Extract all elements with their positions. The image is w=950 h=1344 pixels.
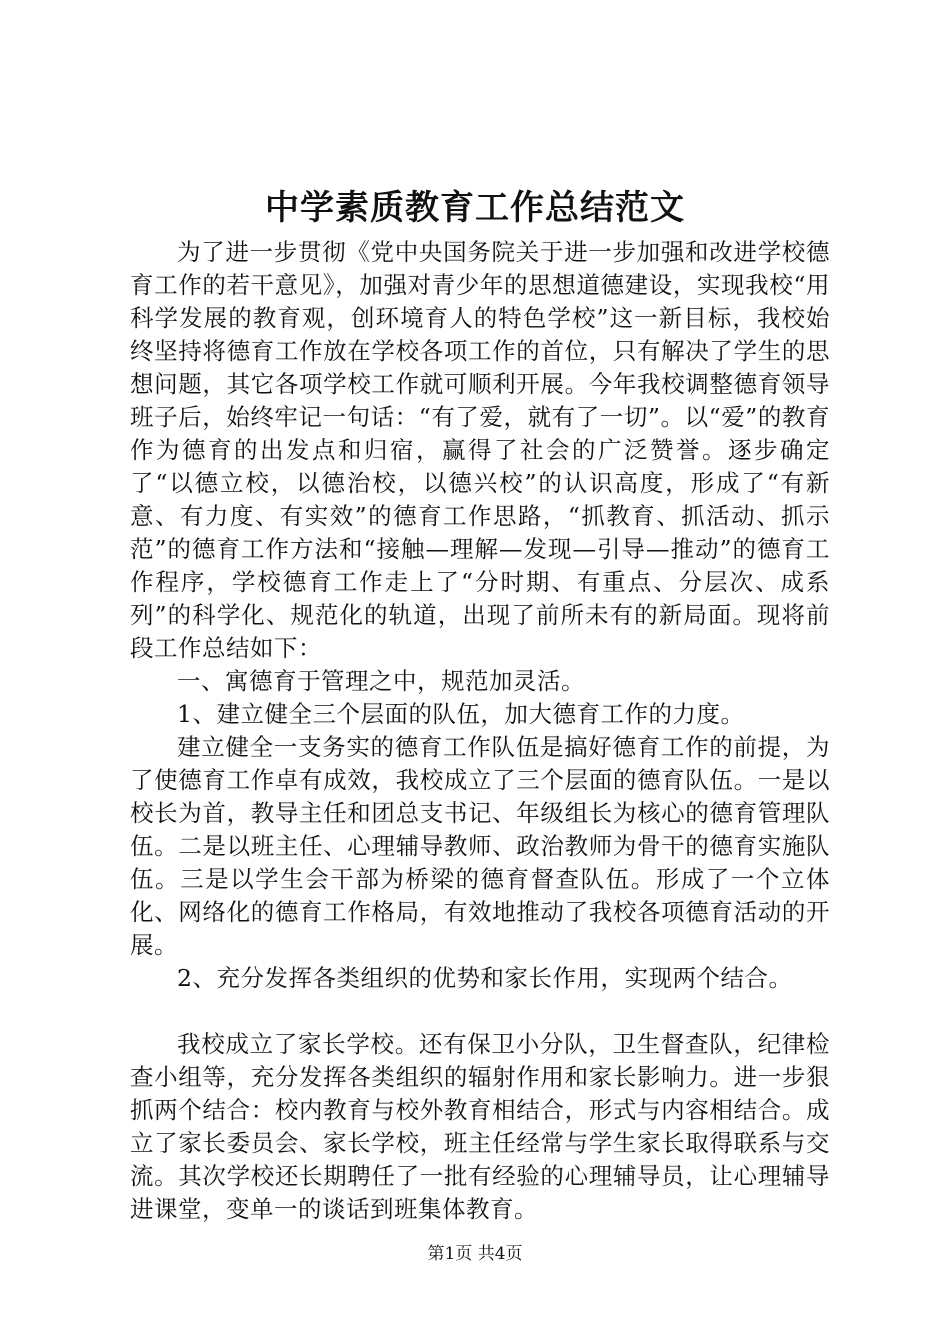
intro-paragraph: 为了进一步贯彻《党中央国务院关于进一步加强和改进学校德育工作的若干意见》，加强对青少年的思想道德建设，实现我校“用科学发展的教育观，创环境育人的特色学校”这一新目标，我校始终坚持将德育工作放在学校各项工作的首位，只有解决了学生的思想问题，其它各项学校工作就可顺利开展。今年我校调整德育领导班子后，始终牢记一句话：“有了爱，就有了一切”。以“爱”的教育作为德育的出发点和归宿，赢得了社会的广泛赞誉。逐步确定了“以德立校，以德治校，以德兴校”的认识高度，形成了“有新意、有力度、有实效”的德育工作思路，“抓教育、抓活动、抓示范”的德育工作方法和“接触—理解—发现—引导—推动”的德育工作程序，学校德育工作走上了“分时期、有重点、分层次、成系列”的科学化、规范化的轨道，出现了前所未有的新局面。现将前段工作总结如下： bbox=[130, 238, 830, 662]
subsection-2-paragraph: 我校成立了家长学校。还有保卫小分队，卫生督查队，纪律检查小组等，充分发挥各类组织的辐射作用和家长影响力。进一步狠抓两个结合：校内教育与校外教育相结合，形式与内容相结合。成立了家长委员会、家长学校，班主任经常与学生家长取得联系与交流。其次学校还长期聘任了一批有经验的心理辅导员，让心理辅导进课堂，变单一的谈话到班集体教育。 bbox=[130, 1030, 830, 1223]
paragraph-spacer bbox=[130, 995, 830, 1028]
subsection-heading-1: 1、建立健全三个层面的队伍，加大德育工作的力度。 bbox=[177, 700, 745, 728]
page-footer: 第1页 共4页 bbox=[427, 1244, 523, 1264]
document-body bbox=[130, 236, 830, 1226]
section-heading-1: 一、寓德育于管理之中，规范加灵活。 bbox=[177, 667, 585, 695]
document-title: 中学素质教育工作总结范文 bbox=[265, 188, 685, 228]
subsection-heading-2: 2、充分发挥各类组织的优势和家长作用，实现两个结合。 bbox=[177, 964, 793, 992]
subsection-1-paragraph: 建立健全一支务实的德育工作队伍是搞好德育工作的前提，为了使德育工作卓有成效，我校成立了三个层面的德育队伍。一是以校长为首，教导主任和团总支书记、年级组长为核心的德育管理队伍。二是以班主任、心理辅导教师、政治教师为骨干的德育实施队伍。三是以学生会干部为桥梁的德育督查队伍。形成了一个立体化、网络化的德育工作格局，有效地推动了我校各项德育活动的开展。 bbox=[130, 733, 830, 959]
